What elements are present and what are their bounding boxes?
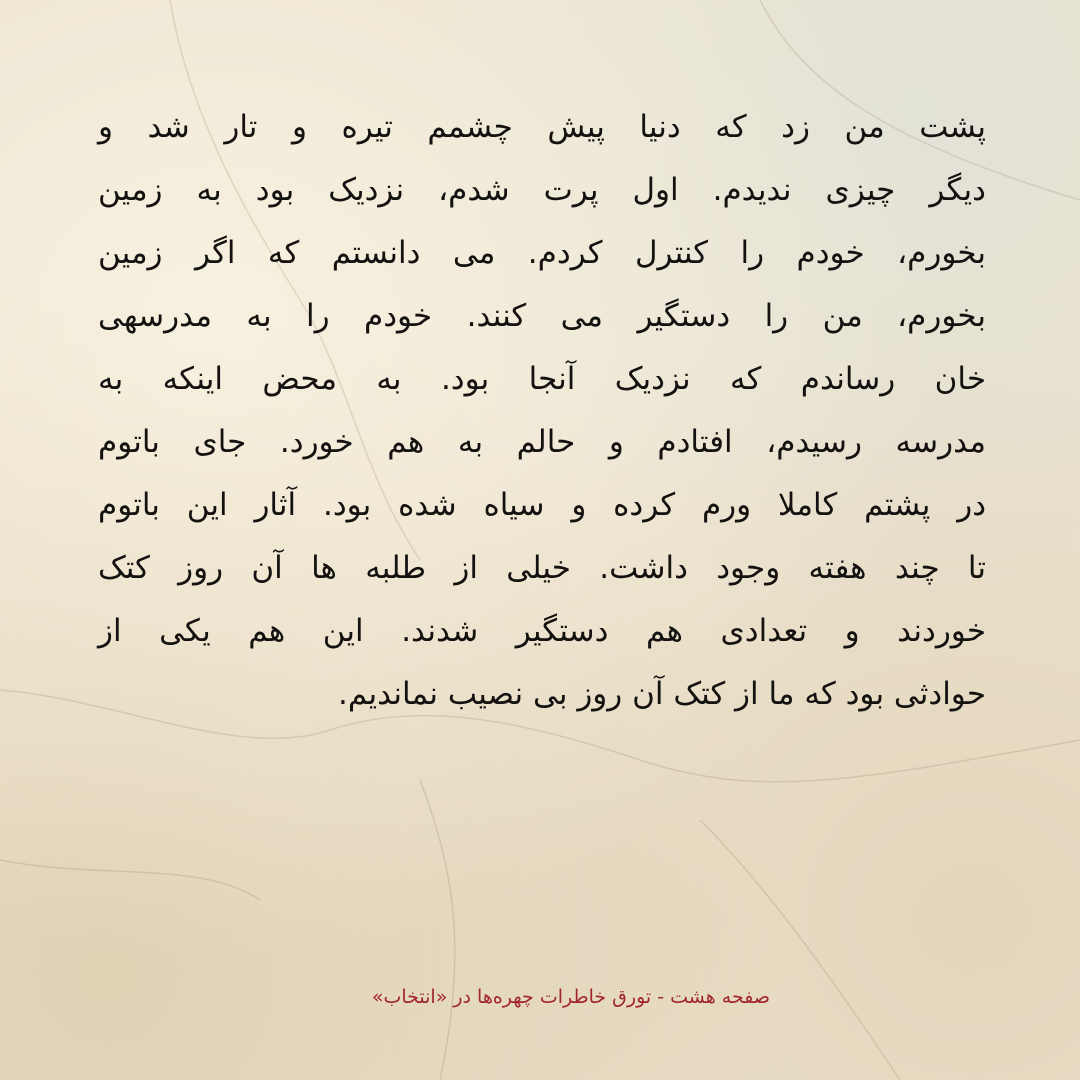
text-line: بخورم، من را دستگیر می کنند. خودم را به مدرسهی bbox=[98, 298, 986, 334]
text-line: خوردند و تعدادی هم دستگیر شدند. این هم یکی از bbox=[98, 613, 986, 649]
page-caption: صفحه هشت - تورق خاطرات چهره‌ها در «انتخاب» bbox=[371, 986, 770, 1008]
text-line: پشت من زد که دنیا پیش چشمم تیره و تار شد و bbox=[98, 109, 986, 145]
text-line: تا چند هفته وجود داشت. خیلی از طلبه ها آن روز کتک bbox=[98, 550, 986, 586]
text-line: دیگر چیزی ندیدم. اول پرت شدم، نزدیک بود به زمین bbox=[98, 172, 986, 208]
memoir-paragraph bbox=[98, 96, 986, 726]
text-line: خان رساندم که نزدیک آنجا بود. به محض اینکه به bbox=[98, 361, 986, 397]
text-line: بخورم، خودم را کنترل کردم. می دانستم که اگر زمین bbox=[98, 235, 986, 271]
text-line: در پشتم کاملا ورم کرده و سیاه شده بود. آثار این باتوم bbox=[98, 487, 986, 523]
text-line: حوادثی بود که ما از کتک آن روز بی نصیب نماندیم. bbox=[338, 676, 986, 712]
text-line: مدرسه رسیدم، افتادم و حالم به هم خورد. جای باتوم bbox=[98, 424, 986, 460]
